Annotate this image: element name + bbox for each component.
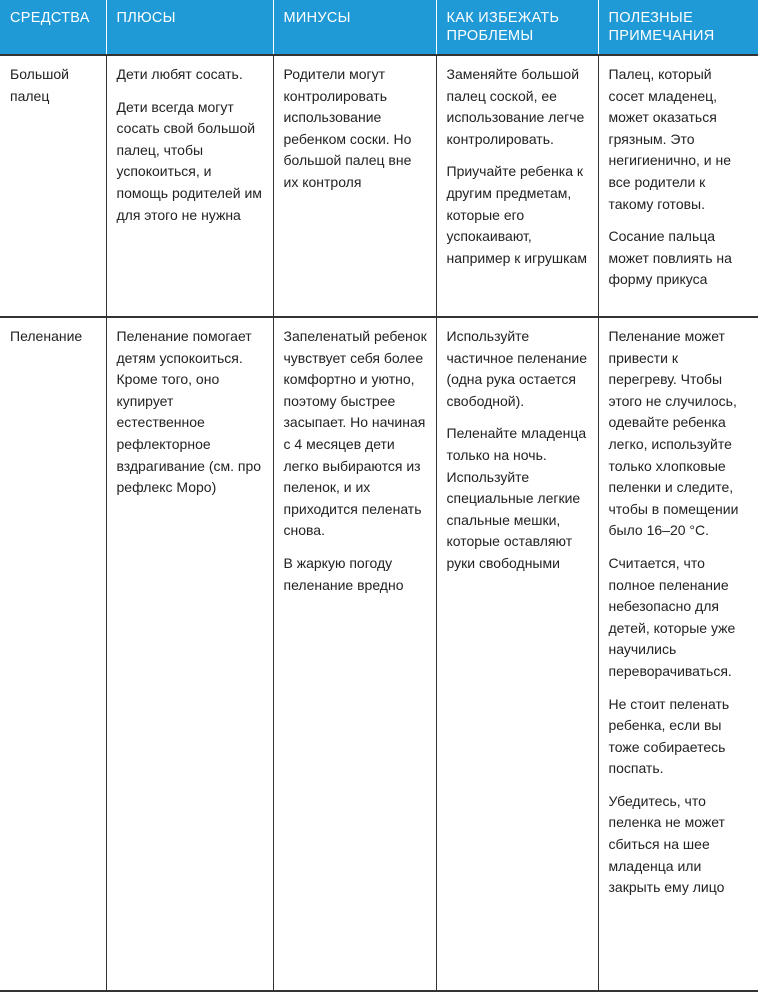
notes-paragraph: Пеленание может привести к перегреву. Чтобы этого не случилось, одевайте ребенка легко, используйте только хлопковые пеленки и следите, чтобы в помещении было 16–20 °С.: [608, 328, 739, 539]
cell-notes: [598, 55, 758, 317]
cell-avoid: [436, 317, 598, 991]
notes-paragraph: Убедитесь, что пеленка не может сбиться на шее младенца или закрыть ему лицо: [608, 792, 725, 896]
pros-paragraph: Дети всегда могут сосать свой большой палец, чтобы успокоиться, и помощь родителей им для этого не нужна: [116, 98, 262, 223]
header-row: [0, 0, 758, 55]
cell-cons: [273, 55, 436, 317]
avoid-paragraph: Приучайте ребенка к другим предметам, которые его успокаивают, например к игрушкам: [446, 163, 587, 266]
notes-paragraph: Сосание пальца может повлиять на форму прикуса: [608, 228, 732, 288]
table-body: [0, 55, 758, 991]
cell-means: [0, 55, 106, 317]
header-avoid-problems: КАК ИЗБЕЖАТЬ ПРОБЛЕМЫ: [436, 0, 598, 55]
header-means: СРЕДСТВА: [0, 0, 106, 55]
means-label: Большой палец: [10, 66, 69, 104]
cell-means: [0, 317, 106, 991]
pros-paragraph: Дети любят сосать.: [116, 66, 243, 82]
header-cons: МИНУСЫ: [273, 0, 436, 55]
table-row: [0, 317, 758, 991]
table-header: [0, 0, 758, 55]
pros-paragraph: Пеленание помогает детям успокоиться. Кроме того, оно купирует естественное рефлекторное вздрагивание (см. про рефлекс Моро): [116, 328, 262, 496]
cell-cons: [273, 317, 436, 991]
cons-paragraph: В жаркую погоду пеленание вредно: [283, 554, 404, 593]
means-label: Пеленание: [10, 328, 83, 344]
header-pros: ПЛЮСЫ: [106, 0, 273, 55]
cell-pros: [106, 317, 273, 991]
cell-notes: [598, 317, 758, 991]
notes-paragraph: Считается, что полное пеленание небезопасно для детей, которые уже научились переворачиваться.: [608, 554, 736, 679]
header-useful-notes: ПОЛЕЗНЫЕ ПРИМЕЧАНИЯ: [598, 0, 758, 55]
avoid-paragraph: Пеленайте младенца только на ночь. Используйте специальные легкие спальные мешки, которые оставляют руки свободными: [446, 425, 587, 571]
cons-paragraph: Запеленатый ребенок чувствует себя более комфортно и уютно, поэтому быстрее засыпает. Но начиная с 4 месяцев дети легко выбираются из пеленок, и их приходится пеленать снова.: [283, 328, 427, 539]
avoid-paragraph: Используйте частичное пеленание (одна рука остается свободной).: [446, 328, 588, 409]
cell-pros: [106, 55, 273, 317]
cell-avoid: [436, 55, 598, 317]
avoid-paragraph: Заменяйте большой палец соской, ее использование легче контролировать.: [446, 66, 585, 147]
cons-paragraph: Родители могут контролировать использование ребенком соски. Но большой палец вне их контроля: [283, 66, 412, 190]
table-row: [0, 55, 758, 317]
notes-paragraph: Палец, который сосет младенец, может оказаться грязным. Это негигиенично, и не все родители к такому готовы.: [608, 66, 732, 212]
notes-paragraph: Не стоит пеленать ребенка, если вы тоже собираетесь поспать.: [608, 695, 730, 777]
